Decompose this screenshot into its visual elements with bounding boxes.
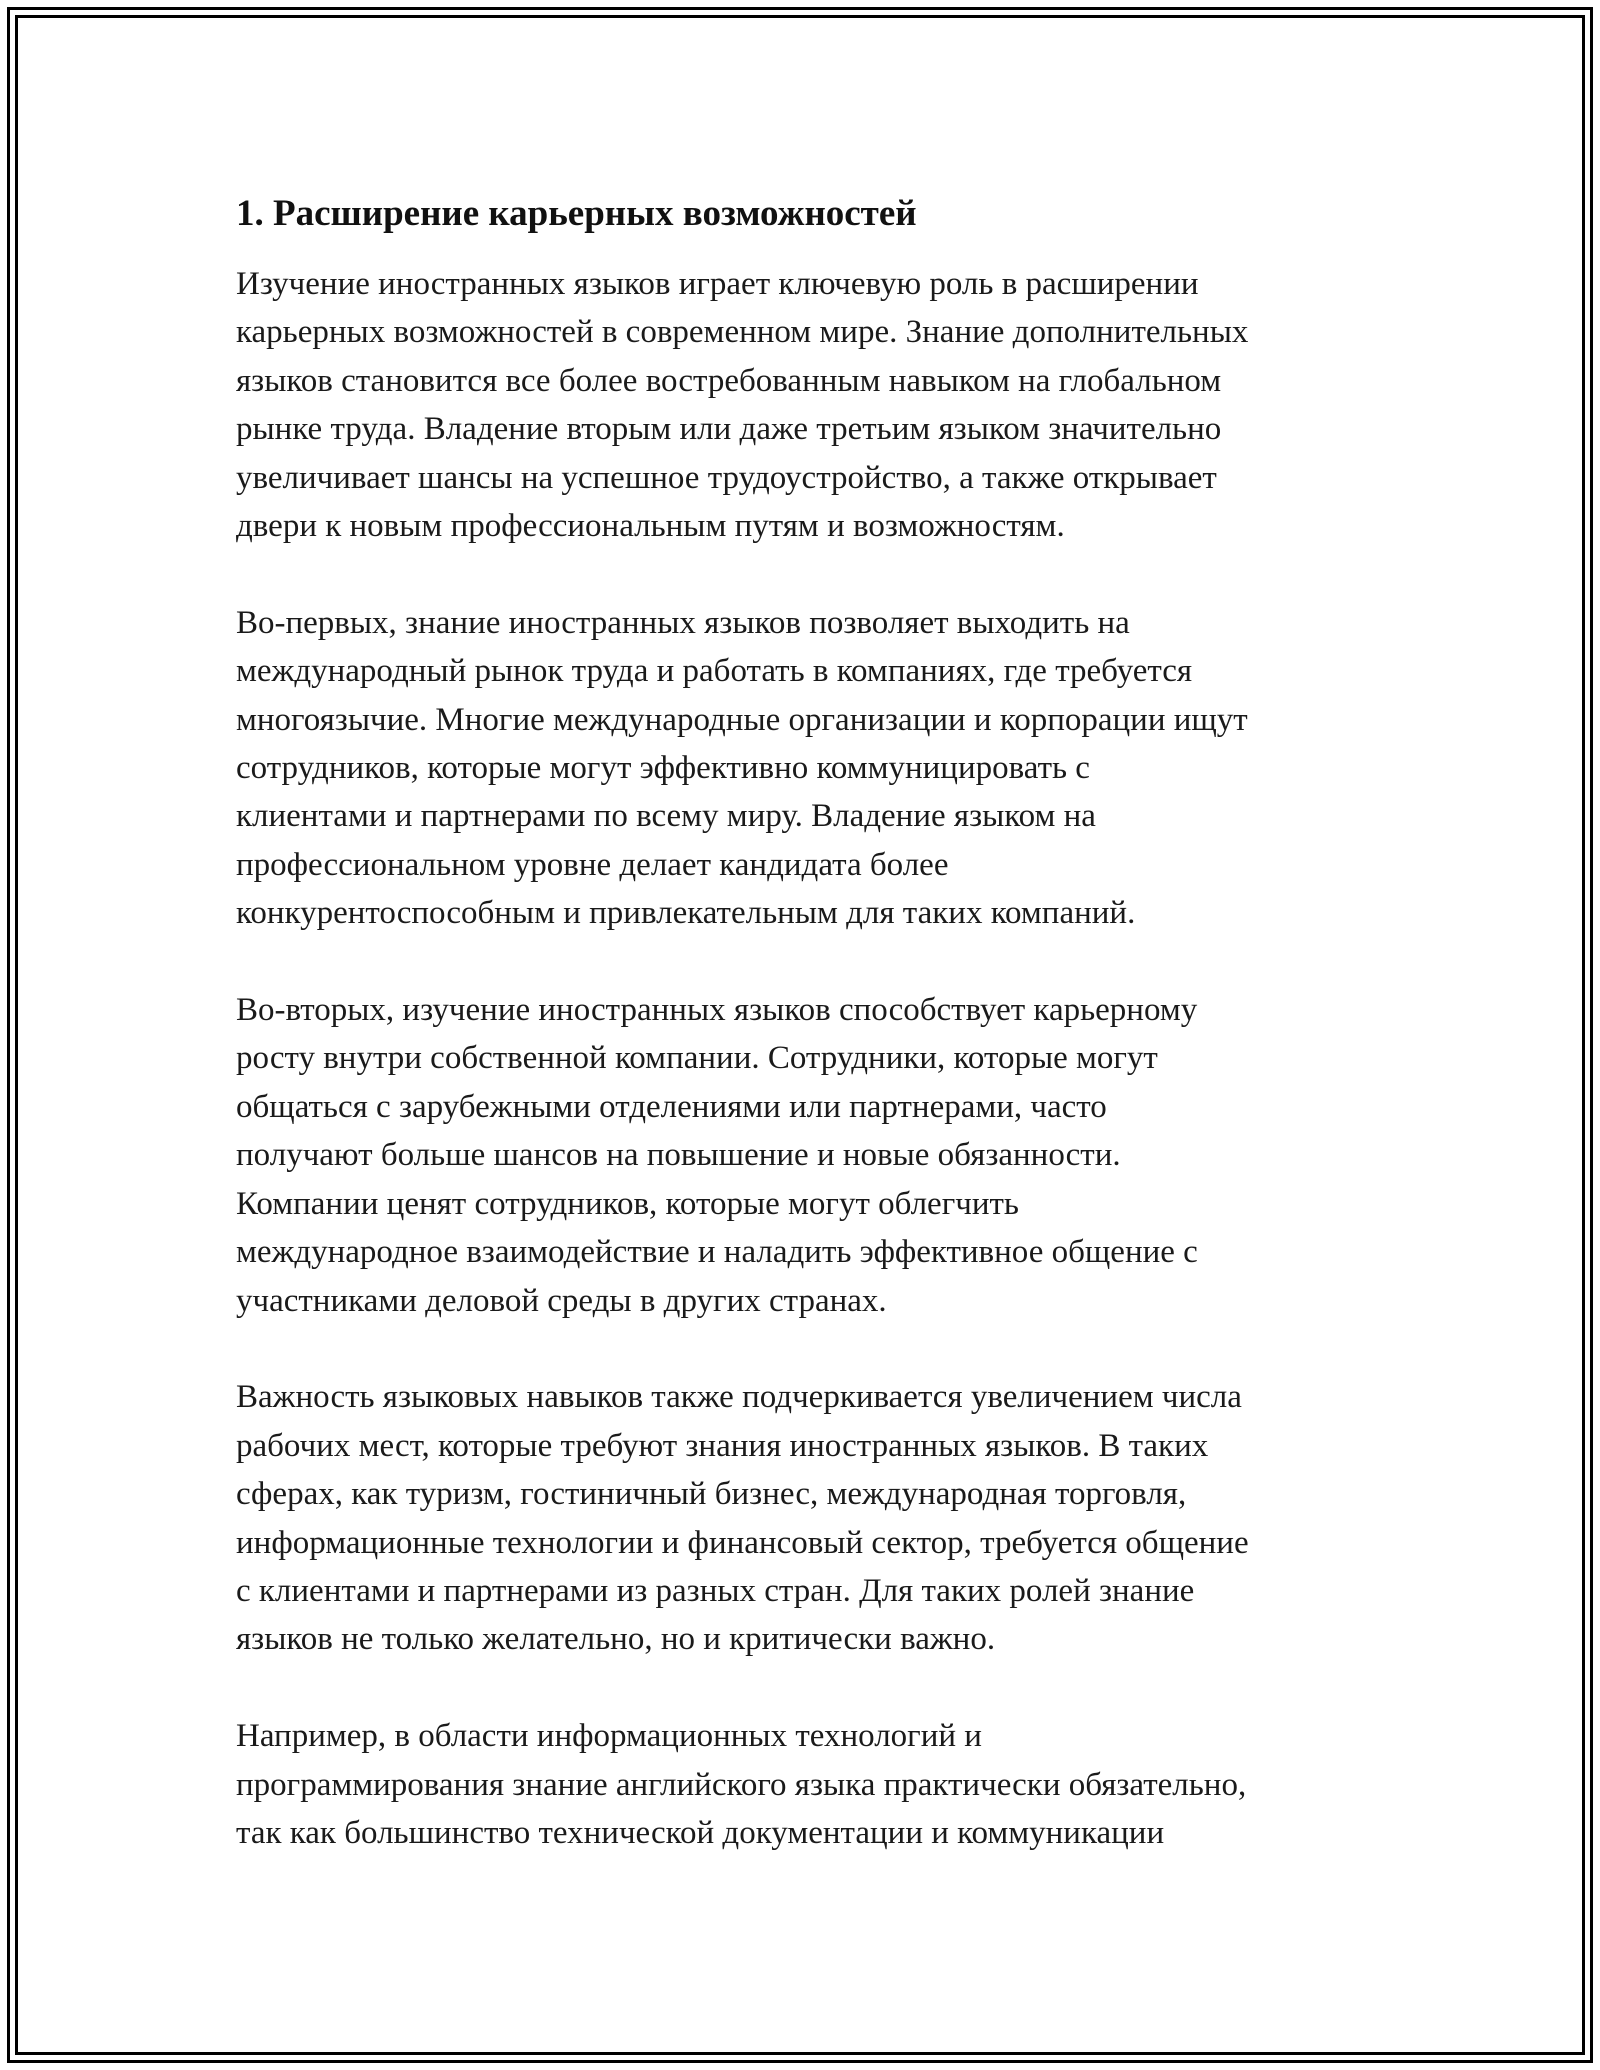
text-line: языков становится все более востребованным навыком на глобальном	[236, 362, 1222, 399]
text-line: так как большинство технической документации и коммуникации	[236, 1814, 1165, 1851]
text-line: карьерных возможностей в современном мире. Знание дополнительных	[236, 314, 1249, 351]
text-line: увеличивает шансы на успешное трудоустройство, а также открывает	[236, 459, 1217, 496]
text-line: общаться с зарубежными отделениями или партнерами, часто	[236, 1088, 1107, 1125]
text-line: с клиентами и партнерами из разных стран. Для таких ролей знание	[236, 1572, 1195, 1609]
text-line: программирования знание английского языка практически обязательно,	[236, 1766, 1247, 1803]
paragraph-first-point	[236, 599, 1386, 938]
paragraph-example	[236, 1712, 1386, 1857]
text-line: сотрудников, которые могут эффективно коммуницировать с	[236, 750, 1090, 787]
text-line: Изучение иностранных языков играет ключевую роль в расширении	[236, 266, 1199, 302]
text-line: двери к новым профессиональным путям и возможностям.	[236, 508, 1065, 545]
text-line: рабочих мест, которые требуют знания иностранных языков. В таких	[236, 1427, 1209, 1464]
text-line: профессиональном уровне делает кандидата более	[236, 846, 949, 883]
text-line: Например, в области информационных технологий и	[236, 1718, 982, 1755]
text-line: конкурентоспособным и привлекательным для таких компаний.	[236, 895, 1136, 932]
text-line: Важность языковых навыков также подчеркивается увеличением числа	[236, 1379, 1242, 1416]
text-line: международное взаимодействие и наладить эффективное общение с	[236, 1234, 1198, 1271]
text-line: Компании ценят сотрудников, которые могут облегчить	[236, 1185, 1019, 1222]
text-line: участниками деловой среды в других странах.	[236, 1282, 887, 1319]
text-line: информационные технологии и финансовый сектор, требуется общение	[236, 1524, 1249, 1561]
section-heading: 1. Расширение карьерных возможностей	[236, 193, 917, 234]
paragraph-intro	[236, 260, 1386, 550]
text-line: рынке труда. Владение вторым или даже третьим языком значительно	[236, 411, 1222, 448]
text-line: клиентами и партнерами по всему миру. Владение языком на	[236, 798, 1096, 835]
paragraph-second-point	[236, 986, 1386, 1325]
text-line: языков не только желательно, но и критически важно.	[236, 1621, 996, 1658]
text-line: Во-вторых, изучение иностранных языков способствует карьерному	[236, 992, 1198, 1029]
text-line: получают больше шансов на повышение и новые обязанности.	[236, 1137, 1121, 1174]
text-line: многоязычие. Многие международные организации и корпорации ищут	[236, 701, 1248, 738]
text-line: сферах, как туризм, гостиничный бизнес, международная торговля,	[236, 1476, 1187, 1513]
paragraph-importance	[236, 1373, 1386, 1663]
text-line: международный рынок труда и работать в компаниях, где требуется	[236, 653, 1193, 690]
text-line: Во-первых, знание иностранных языков позволяет выходить на	[236, 604, 1130, 641]
text-line: росту внутри собственной компании. Сотрудники, которые могут	[236, 1040, 1158, 1077]
document-body	[236, 186, 1386, 1906]
